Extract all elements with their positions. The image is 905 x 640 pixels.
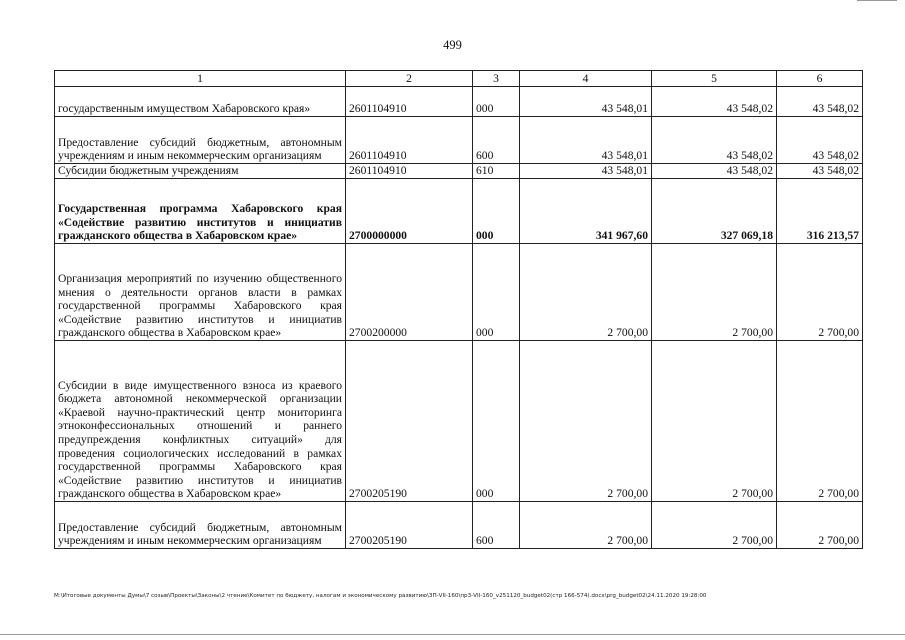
row-year3: 43 548,02	[777, 87, 863, 117]
row-name: Государственная программа Хабаровского края «Содействие развитию институтов и инициатив гражданского общества в Хабаровском крае»	[55, 179, 346, 244]
row-year3: 2 700,00	[777, 502, 863, 549]
row-code: 2601104910	[346, 117, 473, 164]
row-name: Субсидии бюджетным учреждениям	[55, 164, 346, 179]
row-code: 2700000000	[346, 179, 473, 244]
header-col-2: 2	[346, 71, 473, 87]
row-year2: 43 548,02	[652, 87, 777, 117]
row-year2: 2 700,00	[652, 502, 777, 549]
row-name: Предоставление субсидий бюджетным, автономным учреждениям и иным некоммерческим организациям	[55, 502, 346, 549]
row-year3: 43 548,02	[777, 117, 863, 164]
row-name: государственным имуществом Хабаровского края»	[55, 87, 346, 117]
row-expense-type: 600	[473, 117, 520, 164]
budget-table	[54, 70, 863, 549]
corner-mark	[857, 0, 897, 1]
document-footer-path: M:\Итоговые документы Думы\7 созыв\Проекты\Законы\2 чтение\Комитет по бюджету, налогам и экономическому развитию\ЗП-VII-160\пр3-VII-160_v251120_budget02(стр 166-574).docx\prg_budget02\24.11.2020 19:28:00	[54, 593, 707, 599]
row-year1: 2 700,00	[520, 244, 652, 341]
table-row	[55, 244, 863, 341]
row-year3: 316 213,57	[777, 179, 863, 244]
header-col-3: 3	[473, 71, 520, 87]
row-year1: 2 700,00	[520, 502, 652, 549]
row-code: 2601104910	[346, 164, 473, 179]
row-expense-type: 000	[473, 341, 520, 502]
table-row	[55, 87, 863, 117]
row-code: 2700205190	[346, 502, 473, 549]
row-code: 2700205190	[346, 341, 473, 502]
table-row	[55, 117, 863, 164]
row-year1: 341 967,60	[520, 179, 652, 244]
row-code: 2601104910	[346, 87, 473, 117]
row-year2: 43 548,02	[652, 164, 777, 179]
row-code: 2700200000	[346, 244, 473, 341]
row-expense-type: 000	[473, 179, 520, 244]
header-col-4: 4	[520, 71, 652, 87]
row-expense-type: 600	[473, 502, 520, 549]
bottom-rule	[0, 634, 905, 635]
table-header-row	[55, 71, 863, 87]
table-row-program	[55, 179, 863, 244]
row-expense-type: 000	[473, 244, 520, 341]
row-year2: 2 700,00	[652, 341, 777, 502]
row-year3: 43 548,02	[777, 164, 863, 179]
table-row	[55, 164, 863, 179]
row-year2: 327 069,18	[652, 179, 777, 244]
row-year1: 43 548,01	[520, 87, 652, 117]
table-row	[55, 502, 863, 549]
row-year1: 43 548,01	[520, 164, 652, 179]
header-col-5: 5	[652, 71, 777, 87]
row-year1: 2 700,00	[520, 341, 652, 502]
row-name: Предоставление субсидий бюджетным, автономным учреждениям и иным некоммерческим организациям	[55, 117, 346, 164]
row-year3: 2 700,00	[777, 341, 863, 502]
header-col-6: 6	[777, 71, 863, 87]
row-year2: 2 700,00	[652, 244, 777, 341]
table-row	[55, 341, 863, 502]
row-year3: 2 700,00	[777, 244, 863, 341]
page-number: 499	[443, 38, 462, 52]
row-year1: 43 548,01	[520, 117, 652, 164]
row-name: Субсидии в виде имущественного взноса из краевого бюджета автономной некоммерческой организации «Краевой научно-практический центр мониторинга этноконфессиональных отношений и раннего предупреждения конфликтных ситуаций» для проведения социологических исследований в рамках государственной программы Хабаровского края «Содействие развитию институтов и инициатив гражданского общества в Хабаровском крае»	[55, 341, 346, 502]
row-expense-type: 610	[473, 164, 520, 179]
row-name: Организация мероприятий по изучению общественного мнения о деятельности органов власти в рамках государственной программы Хабаровского края «Содействие развитию институтов и инициатив гражданского общества в Хабаровском крае»	[55, 244, 346, 341]
row-year2: 43 548,02	[652, 117, 777, 164]
row-expense-type: 000	[473, 87, 520, 117]
header-col-1: 1	[55, 71, 346, 87]
